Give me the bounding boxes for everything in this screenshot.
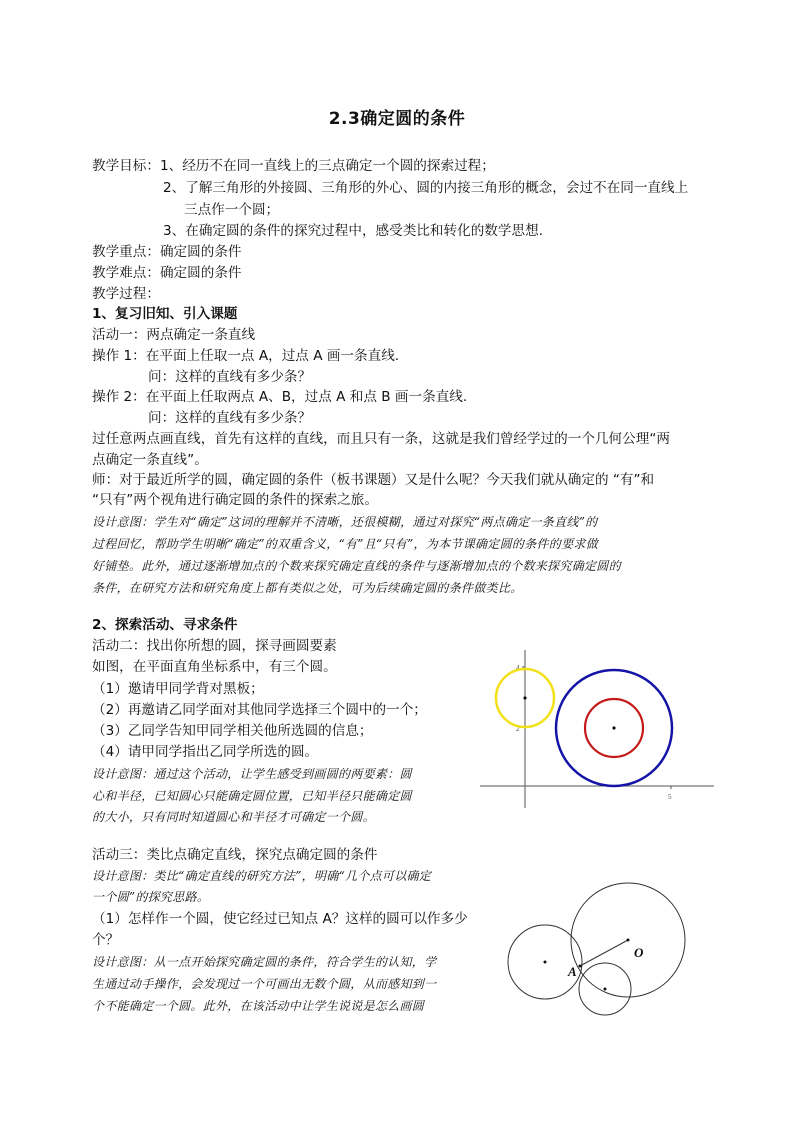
step-4: （4）请甲同学指出乙同学所选的圆。 xyxy=(92,744,319,760)
question-3-line-2: 个？ xyxy=(92,932,120,948)
paragraph-1-line-2: 点确定一条直线”。 xyxy=(92,452,208,468)
design-note-2-line-2: 心和半径，已知圆心只能确定圆位置，已知半径只能确定圆 xyxy=(92,789,412,803)
section1-heading: 1、复习旧知、引入课题 xyxy=(92,306,238,322)
activity1: 活动一：两点确定一条直线 xyxy=(92,327,256,343)
segment-A-O xyxy=(580,940,628,966)
x-tick-label: 5 xyxy=(668,793,672,801)
center-O-point xyxy=(627,939,630,942)
design-note-4-line-2: 生通过动手操作，会发现过一个可画出无数个圆，从而感知到一 xyxy=(92,977,437,991)
circles-through-A-figure xyxy=(508,883,685,1015)
design-note-3-line-2: 一个圆”的探究思路。 xyxy=(92,890,210,904)
paragraph-2-line-1: 师：对于最近所学的圆，确定圆的条件（板书课题）又是什么呢？今天我们就从确定的 “有”和 xyxy=(92,472,655,488)
point-A xyxy=(579,965,582,968)
red-circle-center xyxy=(612,726,615,729)
paragraph-2-line-2: “只有”两个视角进行确定圆的条件的探索之旅。 xyxy=(92,492,378,508)
section2-heading: 2、探索活动、寻求条件 xyxy=(92,617,238,633)
process-label: 教学过程： xyxy=(92,286,160,302)
difficulty: 教学难点：确定圆的条件 xyxy=(92,265,242,281)
center-small-point xyxy=(604,988,607,991)
activity2-intro: 如图，在平面直角坐标系中，有三个圆。 xyxy=(92,659,337,675)
objectives-label: 教学目标： xyxy=(92,158,160,174)
objective-item-3: 3、在确定圆的条件的探究过程中，感受类比和转化的数学思想. xyxy=(163,223,543,239)
y-tick-label-upper: 4 xyxy=(516,664,520,672)
design-note-1-line-1: 设计意图：学生对“确定”这词的理解并不清晰，还很模糊，通过对探究“两点确定一条直线”的 xyxy=(92,515,598,529)
paragraph-1-line-1: 过任意两点画直线，首先有这样的直线，而且只有一条，这就是我们曾经学过的一个几何公理“两 xyxy=(92,431,670,447)
yellow-circle-center xyxy=(523,696,526,699)
step-2: （2）再邀请乙同学面对其他同学选择三个圆中的一个； xyxy=(92,702,427,718)
activity2: 活动二：找出你所想的圆，探寻画圆要素 xyxy=(92,638,337,654)
design-note-4-line-1: 设计意图：从一点开始探究确定圆的条件，符合学生的认知，学 xyxy=(92,955,437,969)
objective-item-2: 2、了解三角形的外接圆、三角形的外心、圆的内接三角形的概念，会过不在同一直线上 xyxy=(163,180,689,196)
label-O: O xyxy=(634,945,644,960)
activity3: 活动三：类比点确定直线，探究点确定圆的条件 xyxy=(92,847,378,863)
design-note-3-line-1: 设计意图：类比“确定直线的研究方法”，明确“几个点可以确定 xyxy=(92,869,432,883)
center-left-point xyxy=(544,961,547,964)
design-note-1-line-4: 条件，在研究方法和研究角度上都有类似之处，可为后续确定圆的条件做类比。 xyxy=(92,581,523,595)
y-tick-label-lower: 2 xyxy=(516,725,520,733)
key-point: 教学重点：确定圆的条件 xyxy=(92,244,242,260)
question-2: 问：这样的直线有多少条？ xyxy=(148,410,312,426)
page-title: 2.3确定圆的条件 xyxy=(328,109,466,129)
operation-2: 操作 2：在平面上任取两点 A、B，过点 A 和点 B 画一条直线. xyxy=(92,389,468,405)
design-note-1-line-3: 好铺垫。此外，通过逐渐增加点的个数来探究确定直线的条件与逐渐增加点的个数来探究确定圆的 xyxy=(92,559,621,573)
question-3-line-1: （1）怎样作一个圆，使它经过已知点 A？这样的圆可以作多少 xyxy=(92,911,468,927)
label-A: A xyxy=(568,964,577,979)
step-1: （1）邀请甲同学背对黑板； xyxy=(92,681,264,697)
objective-item-2-cont: 三点作一个圆； xyxy=(184,202,280,218)
design-note-2-line-3: 的大小，只有同时知道圆心和半径才可确定一个圆。 xyxy=(92,810,375,824)
question-1: 问：这样的直线有多少条？ xyxy=(148,369,312,385)
design-note-4-line-3: 个不能确定一个圆。此外，在该活动中让学生说说是怎么画圆 xyxy=(92,999,425,1013)
design-note-2-line-1: 设计意图：通过这个活动，让学生感受到画圆的两要素：圆 xyxy=(92,767,412,781)
step-3: （3）乙同学告知甲同学相关他所选圆的信息； xyxy=(92,723,373,739)
design-note-1-line-2: 过程回忆，帮助学生明晰“确定”的双重含义，“有”且“只有”，为本节课确定圆的条件的要求做 xyxy=(92,537,599,551)
operation-1: 操作 1：在平面上任取一点 A，过点 A 画一条直线. xyxy=(92,348,400,364)
objective-item-1: 1、经历不在同一直线上的三点确定一个圆的探索过程； xyxy=(159,158,495,174)
